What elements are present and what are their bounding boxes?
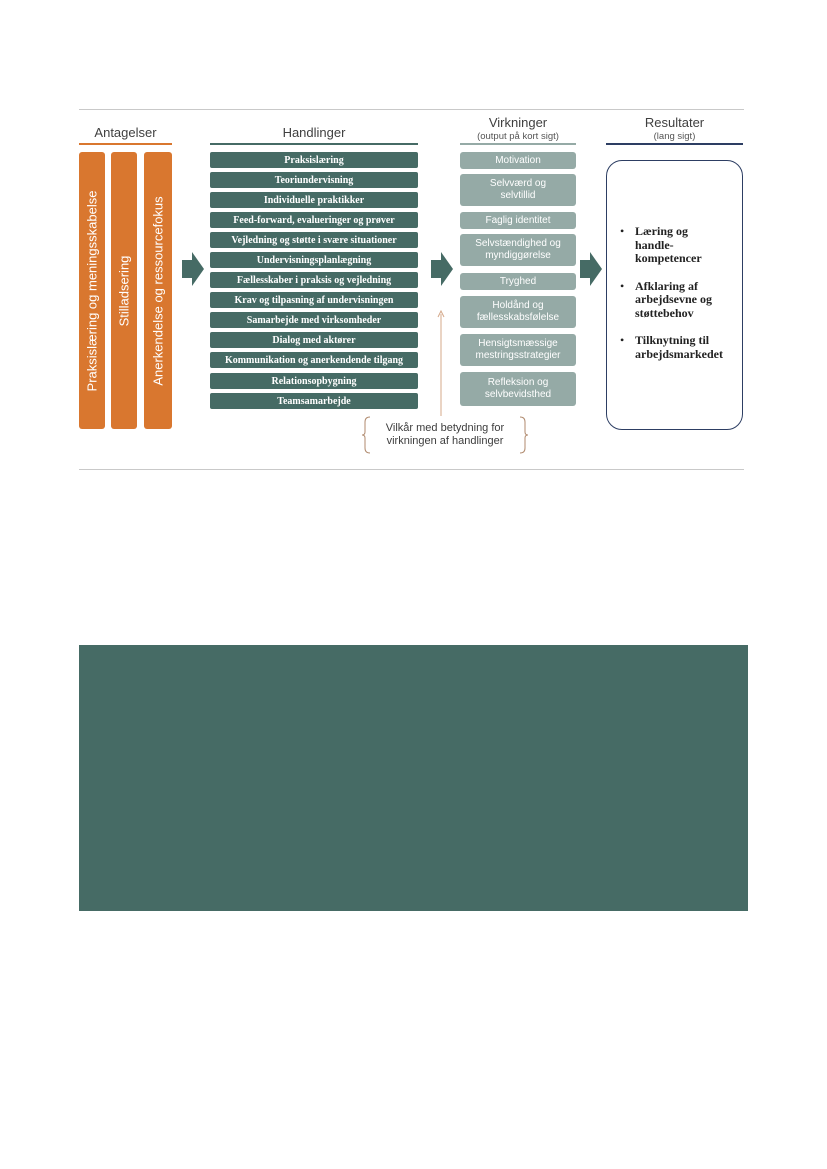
handling-item: Individuelle praktikker	[210, 192, 418, 208]
antagelser-underline	[79, 143, 172, 145]
resultat-text: Læring og handle- kompetencer	[635, 224, 702, 265]
virkninger-subtitle: (output på kort sigt)	[477, 131, 559, 142]
handling-item: Vejledning og støtte i svære situationer	[210, 232, 418, 248]
arrow-right-icon	[580, 252, 602, 286]
bullet-icon: •	[620, 224, 625, 238]
antagelse-bar	[111, 152, 137, 429]
bullet-icon: •	[620, 333, 625, 347]
virkning-item: Refleksion og selvbevidsthed	[460, 372, 576, 406]
virkning-item: Selvstændighed og myndiggørelse	[460, 234, 576, 266]
handling-item: Feed-forward, evalueringer og prøver	[210, 212, 418, 228]
virkning-item: Selvværd og selvtillid	[460, 174, 576, 206]
resultat-text: Afklaring af arbejdsevne og støttebehov	[635, 278, 712, 320]
virkning-item: Faglig identitet	[460, 212, 576, 229]
arrow-right-icon	[431, 252, 453, 286]
handling-item: Krav og tilpasning af undervisningen	[210, 292, 418, 308]
bullet-icon: •	[620, 278, 625, 293]
arrow-right-icon	[182, 252, 204, 286]
handling-item: Relationsopbygning	[210, 373, 418, 389]
resultat-item	[617, 225, 736, 266]
handling-item: Praksislæring	[210, 152, 418, 168]
resultater-list	[617, 225, 736, 375]
handling-item: Kommunikation og anerkendende tilgang	[210, 352, 418, 368]
resultater-subtitle: (lang sigt)	[653, 131, 696, 142]
arrow-up-icon	[436, 308, 446, 418]
vilkaar-note: Vilkår med betydning for virkningen af handlinger	[385, 422, 505, 447]
virkning-item: Hensigtsmæssige mestringsstrategier	[460, 334, 576, 366]
handlinger-underline	[210, 143, 418, 145]
handling-item: Fællesskaber i praksis og vejledning	[210, 272, 418, 288]
antagelse-label: Stilladsering	[116, 255, 132, 326]
virkning-item: Motivation	[460, 152, 576, 169]
resultater-title: Resultater	[644, 115, 705, 130]
antagelse-bar	[144, 152, 172, 429]
antagelse-label: Praksislæring og meningsskabelse	[84, 190, 100, 391]
handling-item: Dialog med aktører	[210, 332, 418, 348]
antagelse-label: Anerkendelse og ressourcefokus	[150, 195, 166, 386]
resultat-text: Tilknytning til arbejdsmarkedet	[635, 333, 723, 361]
virkninger-title: Virkninger	[488, 115, 548, 130]
resultat-item	[617, 334, 736, 361]
resultater-underline	[606, 143, 743, 145]
handling-item: Undervisningsplanlægning	[210, 252, 418, 268]
virkning-item: Holdånd og fællesskabsfølelse	[460, 296, 576, 328]
green-panel	[79, 645, 748, 911]
handling-item: Teamsamarbejde	[210, 393, 418, 409]
antagelse-bar	[79, 152, 105, 429]
figure-top-rule	[79, 109, 744, 110]
handlinger-title: Handlinger	[282, 125, 346, 140]
figure-bottom-rule	[79, 469, 744, 470]
resultat-item	[617, 280, 736, 321]
virkning-item: Tryghed	[460, 273, 576, 290]
resultater-box	[606, 160, 743, 430]
handling-item: Samarbejde med virksomheder	[210, 312, 418, 328]
virkninger-underline	[460, 143, 576, 145]
handling-item: Teoriundervisning	[210, 172, 418, 188]
antagelser-title: Antagelser	[94, 125, 157, 140]
